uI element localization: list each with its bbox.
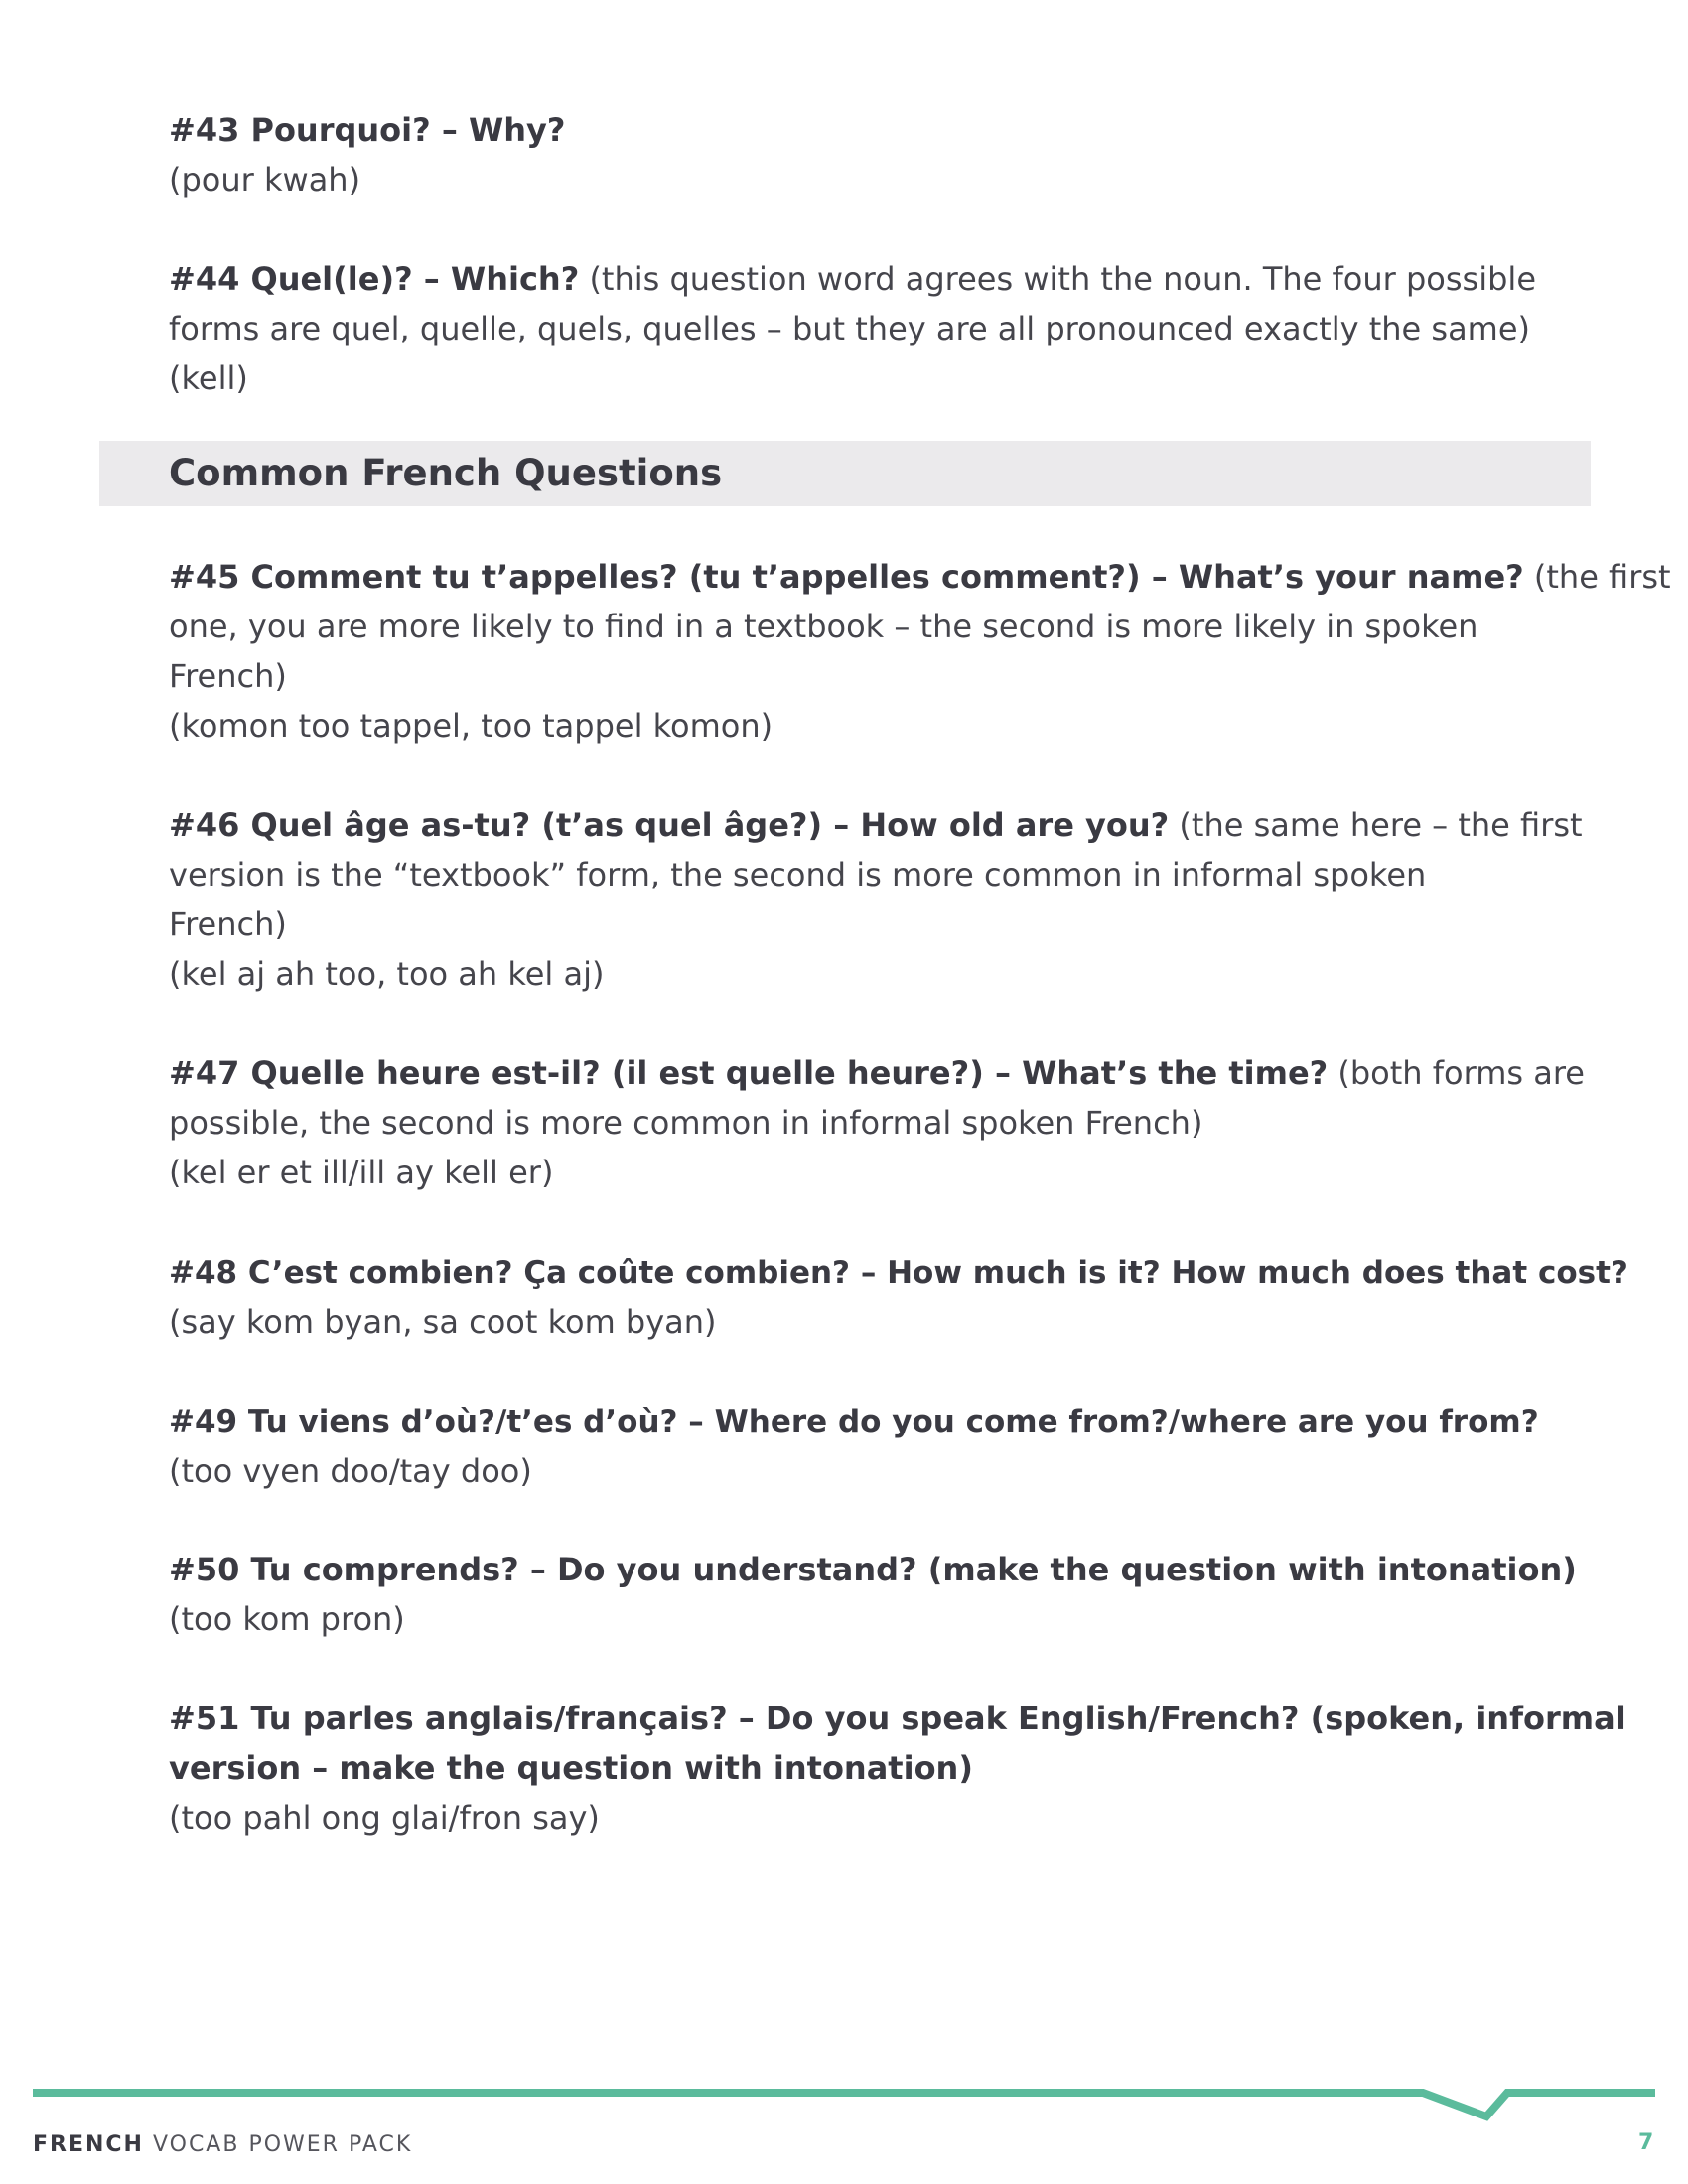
footer-line-shape (33, 2093, 1655, 2116)
entry-note: (the first (1523, 558, 1671, 596)
vocab-entry-49 (169, 1396, 1539, 1496)
entry-heading: #49 Tu viens d’où?/t’es d’où? – Where do you come from?/where are you from? (169, 1404, 1539, 1439)
vocab-entry-50 (169, 1545, 1577, 1644)
vocab-entry-47 (169, 1048, 1585, 1197)
entry-pronunciation: (kell) (169, 359, 248, 397)
entry-pronunciation: (too vyen doo/tay doo) (169, 1452, 532, 1490)
entry-pronunciation: (kel aj ah too, too ah kel aj) (169, 955, 605, 993)
vocab-entry-45 (169, 552, 1671, 751)
vocab-entry-46 (169, 800, 1583, 999)
footer-accent-line (0, 2075, 1688, 2174)
entry-note: (this question word agrees with the noun. The four possible (579, 260, 1536, 298)
entry-note-line: version is the “textbook” form, the second is more common in informal spoken (169, 856, 1427, 893)
entry-note: (the same here – the first (1169, 806, 1583, 844)
entry-note-line: French) (169, 905, 287, 943)
entry-note-line: French) (169, 657, 287, 695)
entry-note: (both forms are (1328, 1054, 1585, 1092)
section-header (99, 441, 1591, 506)
entry-pronunciation: (say kom byan, sa coot kom byan) (169, 1303, 717, 1341)
entry-pronunciation: (too kom pron) (169, 1600, 405, 1638)
vocab-entry-44 (169, 254, 1536, 403)
footer-brand-rest: VOCAB POWER PACK (143, 2132, 413, 2157)
vocab-entry-43 (169, 105, 1529, 205)
entry-pronunciation: (komon too tappel, too tappel komon) (169, 707, 774, 745)
entry-note-line: one, you are more likely to find in a textbook – the second is more likely in spoken (169, 608, 1478, 645)
entry-heading: #50 Tu comprends? – Do you understand? (make the question with intonation) (169, 1551, 1577, 1588)
vocab-entry-48 (169, 1247, 1628, 1347)
vocab-entry-51 (169, 1694, 1626, 1843)
entry-heading: #51 Tu parles anglais/français? – Do you speak English/French? (spoken, informal (169, 1700, 1626, 1737)
entry-heading-line: version – make the question with intonation) (169, 1749, 973, 1787)
entry-heading: #46 Quel âge as-tu? (t’as quel âge?) – How old are you? (169, 806, 1170, 844)
entry-heading: #48 C’est combien? Ça coûte combien? – How much is it? How much does that cost? (169, 1255, 1628, 1291)
entry-pronunciation: (kel er et ill/ill ay kell er) (169, 1154, 554, 1191)
entry-pronunciation: (pour kwah) (169, 161, 361, 199)
entry-note-line: possible, the second is more common in informal spoken French) (169, 1104, 1203, 1142)
footer-brand (33, 2132, 412, 2157)
entry-pronunciation: (too pahl ong glai/fron say) (169, 1799, 600, 1837)
entry-note-line: forms are quel, quelle, quels, quelles – but they are all pronounced exactly the same) (169, 310, 1531, 347)
entry-heading: #44 Quel(le)? – Which? (169, 260, 580, 298)
footer-brand-strong: FRENCH (33, 2132, 144, 2157)
entry-heading: #47 Quelle heure est-il? (il est quelle heure?) – What’s the time? (169, 1054, 1329, 1092)
entry-heading: #45 Comment tu t’appelles? (tu t’appelles comment?) – What’s your name? (169, 558, 1524, 596)
entry-heading: #43 Pourquoi? – Why? (169, 111, 566, 149)
section-title: Common French Questions (169, 452, 723, 494)
page-number: 7 (1638, 2130, 1654, 2155)
